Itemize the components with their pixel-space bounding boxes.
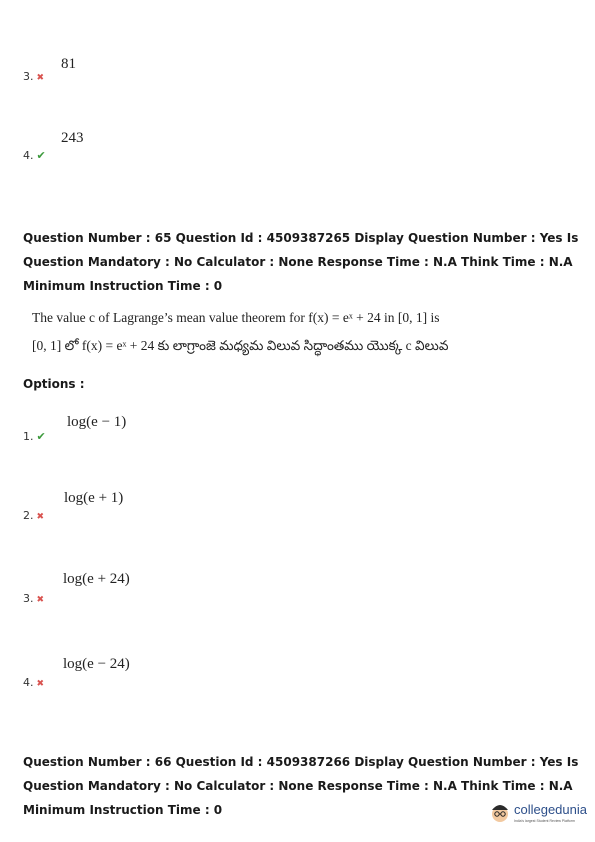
option-number: 2. (23, 509, 34, 522)
option-2-value: log(e + 1) (64, 490, 124, 506)
option-4-number (23, 676, 44, 689)
question-65-text-en: The value c of Lagrange’s mean value theorem for f(x) = eˣ + 24 in [0, 1] is (32, 310, 440, 325)
option-2-number (23, 509, 44, 522)
student-avatar-icon (489, 800, 511, 824)
option-number: 3. (23, 70, 34, 83)
option-1-number (23, 430, 46, 443)
prev-option-4-number (23, 149, 46, 162)
question-66-header: Question Number : 66 Question Id : 4509387266 Display Question Number : Yes Is Question Mandatory : No Calculator : None Response Time : N.A Think Time : N.A Minimum Instruction Time : 0 (23, 755, 579, 817)
collegedunia-logo (489, 800, 587, 824)
option-3-value: log(e + 24) (63, 571, 130, 587)
options-label: Options : (23, 377, 85, 391)
prev-option-4-value: 243 (61, 130, 84, 146)
cross-icon: ✖ (36, 512, 45, 522)
check-icon: ✔ (36, 430, 46, 443)
check-icon: ✔ (36, 149, 46, 162)
option-number: 4. (23, 149, 34, 162)
option-3-number (23, 592, 44, 605)
option-number: 4. (23, 676, 34, 689)
prev-option-3-value: 81 (61, 56, 76, 72)
prev-option-3-number (23, 70, 44, 83)
question-65-header: Question Number : 65 Question Id : 4509387265 Display Question Number : Yes Is Question Mandatory : No Calculator : None Response Time : N.A Think Time : N.A Minimum Instruction Time : 0 (23, 231, 579, 293)
question-65-text-te: [0, 1] లో f(x) = eˣ + 24 కు లాగ్రాంజె మధ్యమ విలువ సిద్ధాంతము యొక్క c విలువ (32, 338, 449, 353)
option-number: 3. (23, 592, 34, 605)
cross-icon: ✖ (36, 679, 45, 689)
logo-tagline: India's largest Student Review Platform (513, 819, 575, 823)
option-4-value: log(e − 24) (63, 656, 130, 672)
option-number: 1. (23, 430, 34, 443)
cross-icon: ✖ (36, 73, 45, 83)
option-1-value: log(e − 1) (67, 414, 127, 430)
logo-name: collegedunia (513, 802, 587, 817)
cross-icon: ✖ (36, 595, 45, 605)
